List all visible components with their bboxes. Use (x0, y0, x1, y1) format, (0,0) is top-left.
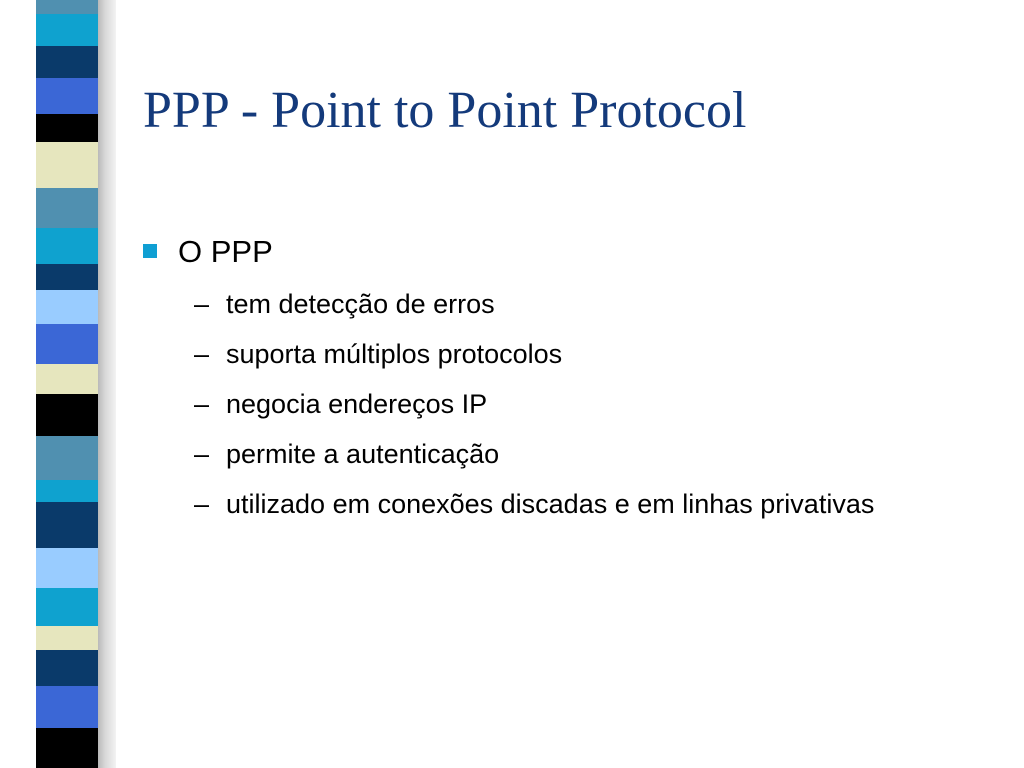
dash-bullet-icon: – (194, 439, 210, 469)
decorative-stripe-band (36, 0, 98, 768)
decorative-stripe (36, 0, 98, 15)
sub-bullet-text: tem detecção de erros (226, 289, 495, 319)
decorative-stripe (36, 46, 98, 79)
decorative-stripe (36, 364, 98, 395)
dash-bullet-icon: – (194, 489, 210, 519)
decorative-stripe (36, 14, 98, 47)
dash-bullet-icon: – (194, 289, 210, 319)
decorative-stripe (36, 142, 98, 189)
bullet-main (143, 233, 273, 271)
sub-bullet-item (194, 285, 954, 323)
sub-bullet-text: negocia endereços IP (226, 389, 488, 419)
decorative-stripe (36, 228, 98, 265)
decorative-stripe (36, 436, 98, 481)
decorative-stripe (36, 686, 98, 729)
decorative-stripe (36, 626, 98, 651)
decorative-stripe (36, 502, 98, 549)
decorative-stripe (36, 548, 98, 589)
decorative-stripe (36, 78, 98, 115)
square-bullet-icon (143, 244, 157, 258)
decorative-stripe (36, 290, 98, 325)
dash-bullet-icon: – (194, 339, 210, 369)
sub-bullet-item (194, 435, 954, 473)
decorative-stripe (36, 114, 98, 143)
decorative-stripe (36, 264, 98, 291)
sub-bullet-text: utilizado em conexões discadas e em linhas privativas (226, 489, 875, 519)
decorative-stripe (36, 324, 98, 365)
sub-bullet-item (194, 385, 954, 423)
decorative-stripe (36, 588, 98, 627)
decorative-stripe (36, 728, 98, 768)
sub-bullet-item (194, 485, 954, 523)
decorative-stripe (36, 650, 98, 687)
decorative-stripe (36, 188, 98, 229)
decorative-stripe (36, 480, 98, 503)
slide-title: PPP - Point to Point Protocol (143, 82, 747, 139)
sub-bullet-text: suporta múltiplos protocolos (226, 339, 563, 369)
sub-bullet-text: permite a autenticação (226, 439, 500, 469)
dash-bullet-icon: – (194, 389, 210, 419)
decorative-band-shadow (98, 0, 116, 768)
sub-bullet-list (194, 285, 954, 535)
decorative-stripe (36, 394, 98, 437)
bullet-main-text: O PPP (178, 234, 273, 269)
sub-bullet-item (194, 335, 954, 373)
